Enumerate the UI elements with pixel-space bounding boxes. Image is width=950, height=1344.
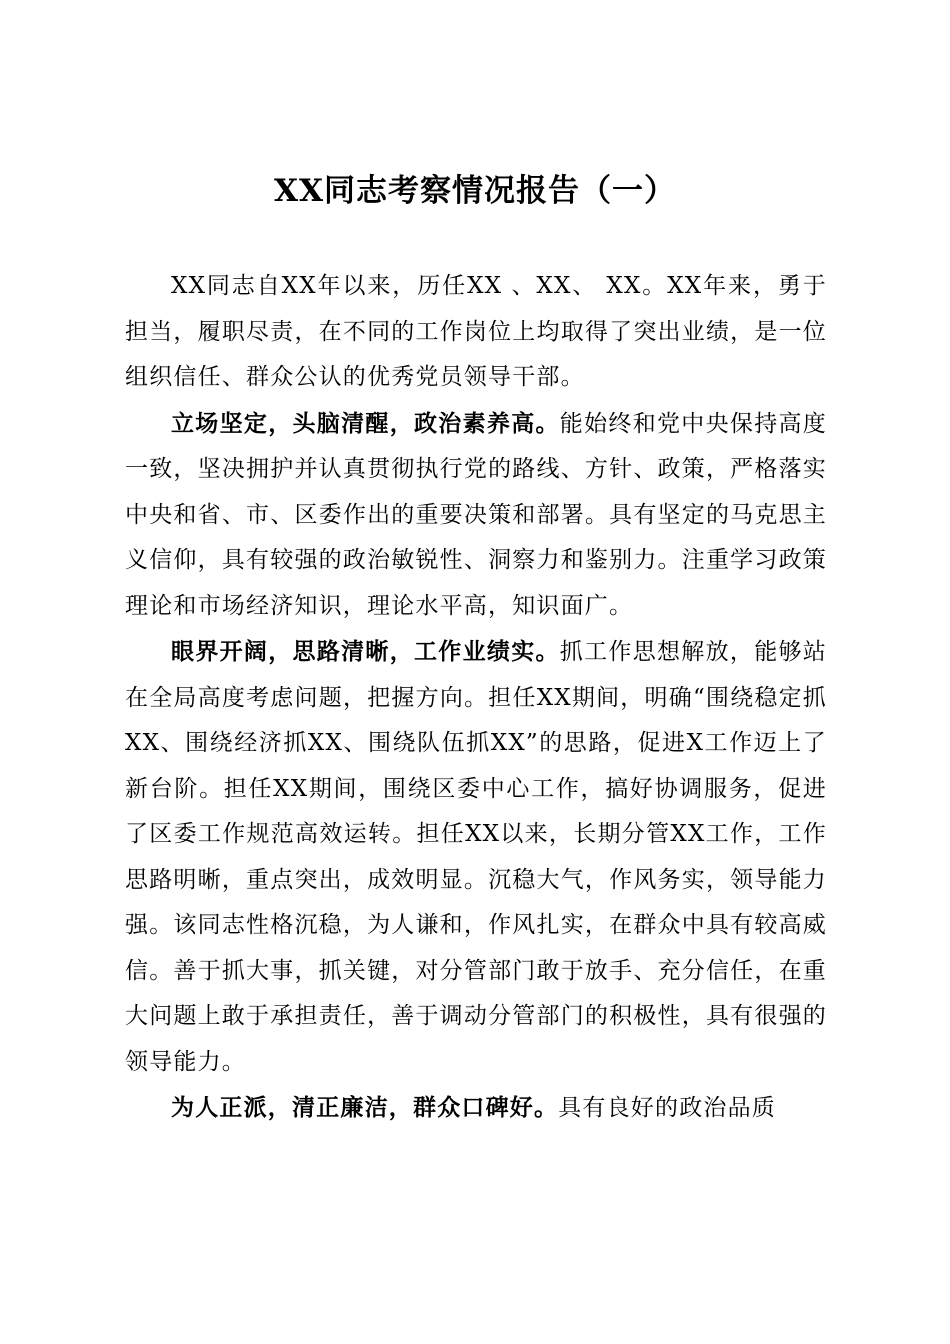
paragraph-political-quality [125, 401, 827, 630]
paragraph-text: 具有良好的政治品质 [558, 1095, 777, 1121]
paragraph-lead: 眼界开阔，思路清晰，工作业绩实。 [171, 638, 560, 665]
paragraph-text: 能始终和党中央保持高度一致，坚决拥护并认真贯彻执行党的路线、方针、政策，严格落实中央和省、市、区委作出的重要决策和部署。具有坚定的马克思主义信仰，具有较强的政治敏锐性、洞察力和鉴别力。注重学习政策理论和市场经济知识，理论水平高，知识面广。 [125, 410, 827, 619]
paragraph-work-performance [125, 629, 827, 1085]
paragraph-lead: 为人正派，清正廉洁，群众口碑好。 [171, 1094, 559, 1121]
paragraph-text: 抓工作思想解放，能够站在全局高度考虑问题，把握方向。担任XX期间，明确“围绕稳定抓XX、围绕经济抓XX、围绕队伍抓XX”的思路，促进X工作迈上了新台阶。担任XX期间，围绕区委中心工作，搞好协调服务，促进了区委工作规范高效运转。担任XX以来，长期分管XX工作，工作思路明晰，重点突出，成效明显。沉稳大气，作风务实，领导能力强。该同志性格沉稳，为人谦和，作风扎实，在群众中具有较高威信。善于抓大事，抓关键，对分管部门敢于放手、充分信任，在重大问题上敢于承担责任，善于调动分管部门的积极性，具有很强的领导能力。 [125, 639, 827, 1075]
paragraph-integrity [125, 1085, 827, 1132]
paragraph-intro [125, 264, 827, 401]
document-title: XX同志考察情况报告（一） [273, 173, 677, 209]
paragraph-text: XX同志自XX年以来，历任XX 、XX、 XX。XX年来，勇于担当，履职尽责，在不同的工作岗位上均取得了突出业绩，是一位组织信任、群众公认的优秀党员领导干部。 [125, 273, 827, 390]
paragraph-lead: 立场坚定，头脑清醒，政治素养高。 [171, 409, 560, 437]
document-body [125, 264, 827, 1132]
